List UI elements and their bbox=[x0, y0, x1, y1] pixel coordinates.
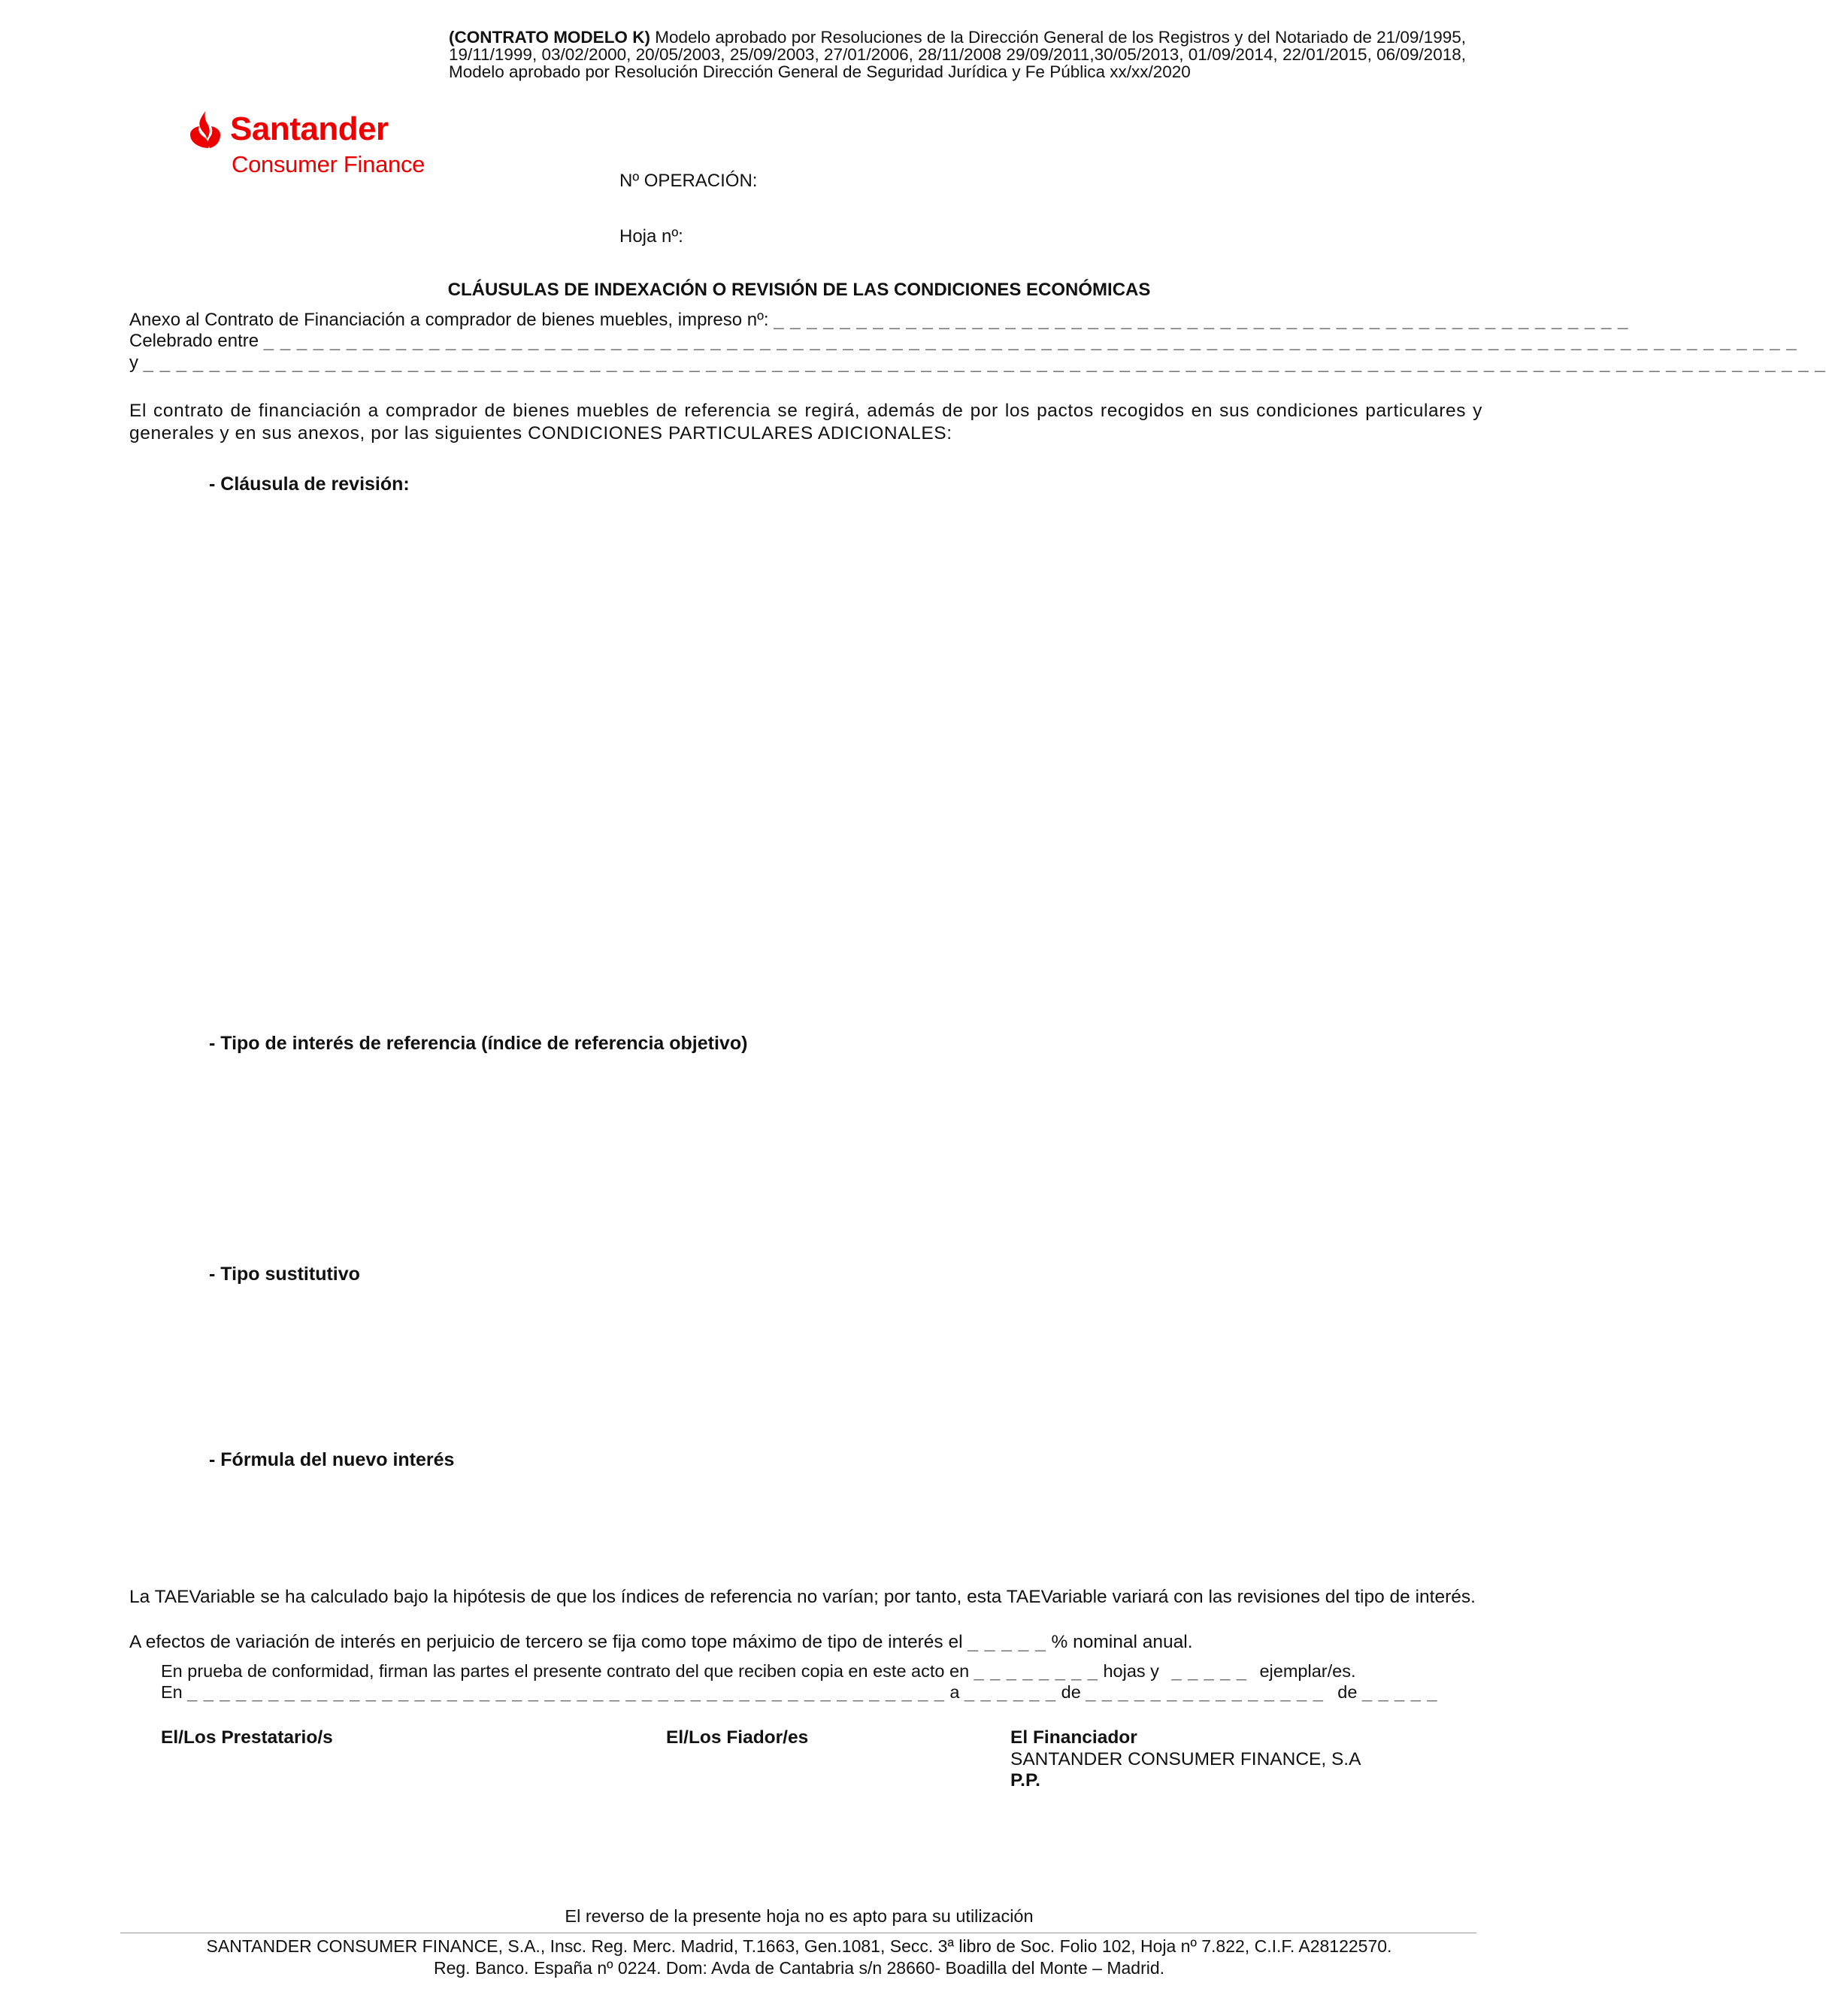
logo-brand-name: Santander bbox=[230, 110, 389, 147]
financier-company: SANTANDER CONSUMER FINANCE, S.A bbox=[1010, 1749, 1361, 1769]
reverse-note: El reverso de la presente hoja no es apto para su utilización bbox=[565, 1906, 1034, 1926]
place-date-line bbox=[161, 1681, 1437, 1703]
section-substitute-rate: - Tipo sustitutivo bbox=[209, 1264, 360, 1285]
section-new-interest-formula: - Fórmula del nuevo interés bbox=[209, 1449, 455, 1470]
party-one-blank[interactable]: _ _ _ _ _ _ _ _ _ _ _ _ _ _ _ _ _ _ _ _ _ _ _ _ _ _ _ _ _ _ _ _ _ _ _ _ _ _ _ _ _ _ _ _ _ _ _ _ _ _ _ _ _ _ _ _ _ _ _ _ _ _ _ _ _ _ _ _ _ _ _ _ _ _ _ _ _ _ _ _ _ _ _ _ _ _ _ _ _ _ _ _ _ bbox=[263, 331, 1797, 351]
year-label: de bbox=[1337, 1682, 1358, 1702]
santander-logo bbox=[184, 109, 432, 184]
sheets-count-blank[interactable]: _ _ _ _ _ _ _ _ bbox=[974, 1661, 1098, 1681]
month-blank[interactable]: _ _ _ _ _ _ _ _ _ _ _ _ _ _ _ bbox=[1086, 1682, 1324, 1702]
financier-pp: P.P. bbox=[1010, 1770, 1040, 1790]
header-legal-note bbox=[449, 29, 1466, 80]
footer-company-line2: Reg. Banco. España nº 0224. Dom: Avda de Cantabria s/n 28660- Boadilla del Monte – Madrid. bbox=[433, 1958, 1165, 1978]
annex-line-second-party bbox=[129, 353, 1826, 374]
place-blank[interactable]: _ _ _ _ _ _ _ _ _ _ _ _ _ _ _ _ _ _ _ _ _ _ _ _ _ _ _ _ _ _ _ _ _ _ _ _ _ _ _ _ _ _ _ _ _ _ _ bbox=[187, 1682, 945, 1702]
sheet-number-label: Hoja nº: bbox=[619, 226, 683, 247]
party-two-blank[interactable]: _ _ _ _ _ _ _ _ _ _ _ _ _ _ _ _ _ _ _ _ _ _ _ _ _ _ _ _ _ _ _ _ _ _ _ _ _ _ _ _ _ _ _ _ _ _ _ _ _ _ _ _ _ _ _ _ _ _ _ _ _ _ _ _ _ _ _ _ _ _ _ _ _ _ _ _ _ _ _ _ _ _ _ _ _ _ _ _ _ _ _ _ _ _ _ _ _ _ _ _ _ _ bbox=[143, 353, 1826, 373]
logo-subtitle: Consumer Finance bbox=[232, 151, 425, 177]
interest-cap-suffix: % nominal anual. bbox=[1051, 1632, 1193, 1652]
copies-label: ejemplar/es. bbox=[1259, 1661, 1356, 1681]
tae-paragraph: La TAEVariable se ha calculado bajo la hipótesis de que los índices de referencia no varían; por tanto, esta TAEVariable variará con las revisiones del tipo de interés. bbox=[129, 1587, 1476, 1607]
section-revision-clause: - Cláusula de revisión: bbox=[209, 474, 410, 495]
month-label: de bbox=[1061, 1682, 1081, 1702]
footer-company-line1: SANTANDER CONSUMER FINANCE, S.A., Insc. Reg. Merc. Madrid, T.1663, Gen.1081, Secc. 3ª libro de Soc. Folio 102, Hoja nº 7.822, C.I.F. A28122570. bbox=[206, 1936, 1392, 1956]
annex-line-contract bbox=[129, 310, 1628, 331]
interest-cap-text: A efectos de variación de interés en perjuicio de tercero se fija como tope máximo de tipo de interés el bbox=[129, 1632, 963, 1652]
contract-number-blank[interactable]: _ _ _ _ _ _ _ _ _ _ _ _ _ _ _ _ _ _ _ _ _ _ _ _ _ _ _ _ _ _ _ _ _ _ _ _ _ _ _ _ _ _ _ _ _ _ _ _ _ _ _ _ bbox=[774, 310, 1629, 330]
section-reference-rate: - Tipo de interés de referencia (índice de referencia objetivo) bbox=[209, 1033, 748, 1054]
signature-guarantors: El/Los Fiador/es bbox=[666, 1727, 809, 1748]
and-label: y bbox=[129, 353, 138, 373]
place-label: En bbox=[161, 1682, 183, 1702]
operation-number-label: Nº OPERACIÓN: bbox=[619, 171, 758, 191]
signature-financier: El Financiador bbox=[1010, 1727, 1137, 1748]
annex-contract-label: Anexo al Contrato de Financiación a comprador de bienes muebles, impreso nº: bbox=[129, 310, 769, 330]
interest-cap-blank[interactable]: _ _ _ _ _ bbox=[968, 1632, 1046, 1652]
conformity-text: En prueba de conformidad, firman las partes el presente contrato del que reciben copia en este acto en bbox=[161, 1661, 970, 1681]
sheets-label: hojas y bbox=[1103, 1661, 1159, 1681]
page-title: CLÁUSULAS DE INDEXACIÓN O REVISIÓN DE LAS CONDICIONES ECONÓMICAS bbox=[447, 280, 1151, 300]
model-approval-text: Modelo aprobado por Resoluciones de la Dirección General de los Registros y del Notariado de 21/09/1995, 19/11/1999, 03/02/2000, 20/05/2003, 25/09/2003, 27/01/2006, 28/11/2008 29/09/2011,30/05/2013, 01/09/2014, 22/01/2015, 06/09/2018, Modelo aprobado por Resolución Dirección General de Seguridad Jurídica y Fe Pública xx/xx/2020 bbox=[449, 28, 1466, 81]
day-blank[interactable]: _ _ _ _ _ _ bbox=[964, 1682, 1057, 1702]
parties-label: Celebrado entre bbox=[129, 331, 259, 351]
flame-icon bbox=[184, 109, 226, 151]
signature-borrowers: El/Los Prestatario/s bbox=[161, 1727, 333, 1748]
annex-line-parties bbox=[129, 331, 1797, 352]
conformity-line bbox=[161, 1660, 1355, 1682]
day-label: a bbox=[949, 1682, 960, 1702]
intro-paragraph: El contrato de financiación a comprador de bienes muebles de referencia se regirá, además de por los pactos recogidos en sus condiciones particulares y generales y en sus anexos, por las siguientes CONDICIONES PARTICULARES ADICIONALES: bbox=[129, 401, 1482, 443]
copies-count-blank[interactable]: _ _ _ _ _ bbox=[1171, 1661, 1247, 1681]
year-blank[interactable]: _ _ _ _ _ bbox=[1361, 1682, 1438, 1702]
interest-cap-line bbox=[129, 1631, 1193, 1654]
model-label: (CONTRATO MODELO K) bbox=[449, 28, 650, 47]
